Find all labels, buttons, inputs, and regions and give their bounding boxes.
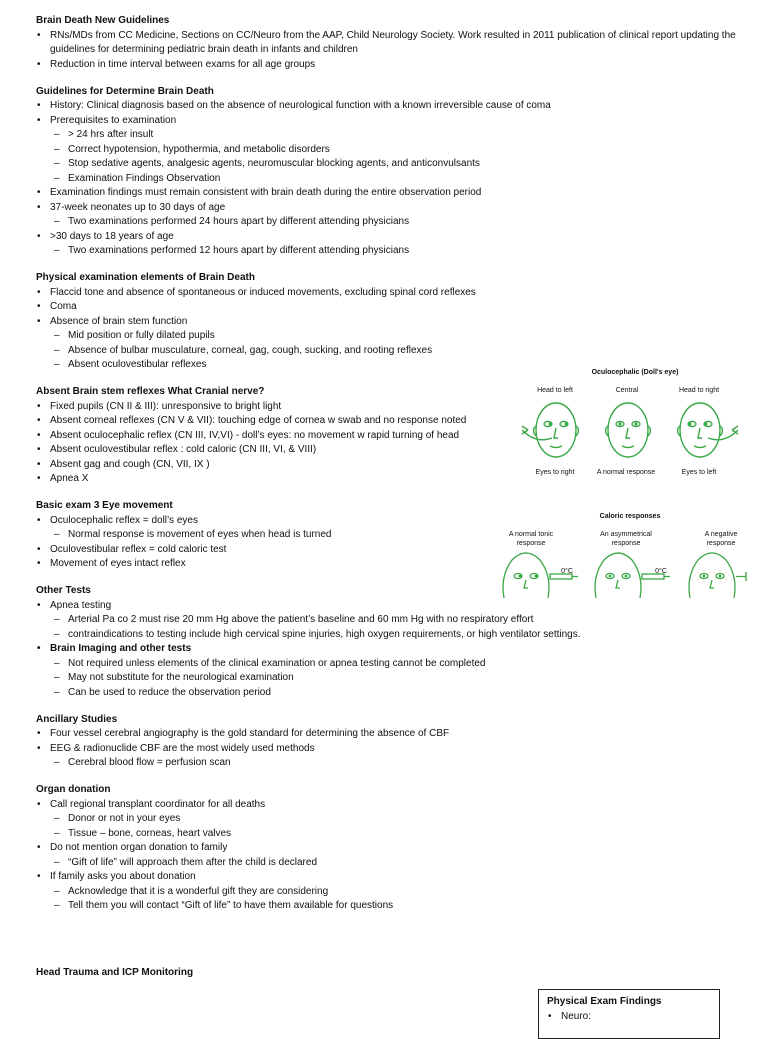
sub-bullet-item: – Examination Findings Observation (36, 172, 736, 187)
bullet-item: • Apnea X (36, 472, 736, 487)
sidebox-title: Physical Exam Findings (547, 996, 662, 1007)
section (36, 85, 736, 259)
sub-bullet-item: – Mid position or fully dilated pupils (36, 329, 736, 344)
bullet-item: • Oculocephalic reflex = doll’s eyes (36, 514, 736, 529)
document-body (36, 14, 736, 980)
sub-bullet-item: – Acknowledge that it is a wonderful gift they are considering (36, 885, 736, 900)
bullet-item: • Oculovestibular reflex = cold caloric test (36, 543, 736, 558)
sub-bullet-item: – Absence of bulbar musculature, corneal, gag, cough, sucking, and rooting reflexes (36, 344, 736, 359)
sub-bullet-item: – Donor or not in your eyes (36, 812, 736, 827)
bullet-item: • Apnea testing (36, 599, 736, 614)
sub-bullet-item: – Can be used to reduce the observation period (36, 686, 736, 701)
sub-bullet-item: – Arterial Pa co 2 must rise 20 mm Hg above the patient’s baseline and 60 mm Hg with no respiratory effort (36, 613, 736, 628)
bullet-list (36, 727, 736, 771)
section (36, 271, 736, 373)
bullet-item: • 37-week neonates up to 30 days of age (36, 201, 736, 216)
bullet-list (36, 798, 736, 914)
sub-bullet-item: – “Gift of life” will approach them after the child is declared (36, 856, 736, 871)
section-heading: Other Tests (36, 585, 91, 596)
figure1-top-label: Central (615, 387, 639, 394)
dolls-eye-heads-illustration (520, 396, 740, 466)
bullet-item: • History: Clinical diagnosis based on the absence of neurological function with a known irreversible cause of coma (36, 99, 736, 114)
sub-bullet-item: – contraindications to testing include high cervical spine injuries, high oxygen requirements, or high ventilator settings. (36, 628, 736, 643)
section-heading: Organ donation (36, 784, 111, 795)
figure2-label: A negative response (704, 531, 738, 547)
section-heading: Brain Death New Guidelines (36, 15, 170, 26)
sub-bullet-item: – Cerebral blood flow = perfusion scan (36, 756, 736, 771)
section (36, 713, 736, 771)
bullet-item: • RNs/MDs from CC Medicine, Sections on CC/Neuro from the AAP, Child Neurology Society. Work resulted in 2011 publication of clinical report updating the guidelines for determining pediatric brain death in infants and children (36, 29, 736, 58)
section (36, 584, 736, 700)
section-heading: Guidelines for Determine Brain Death (36, 85, 214, 97)
figure1-bottom-label: Eyes to left (681, 469, 717, 476)
bullet-item: • >30 days to 18 years of age (36, 230, 736, 245)
bullet-item: • Movement of eyes intact reflex (36, 557, 736, 572)
sub-bullet-item: – May not substitute for the neurological examination (36, 671, 736, 686)
sidebox-item: • Neuro: (547, 1010, 711, 1025)
bullet-item: • Absent oculovestibular reflex : cold caloric (CN III, VI, & VIII) (36, 443, 736, 458)
section-heading: Physical examination elements of Brain Death (36, 272, 255, 283)
figure2-temp-label: 0°C (655, 568, 667, 575)
figure2-temp-label: 0°C (561, 568, 573, 575)
bullet-item: • Reduction in time interval between exams for all age groups (36, 58, 736, 73)
sub-bullet-item: – Not required unless elements of the clinical examination or apnea testing cannot be completed (36, 657, 736, 672)
bullet-item: • Absence of brain stem function (36, 315, 736, 330)
sub-bullet-item: – Normal response is movement of eyes when head is turned (36, 528, 736, 543)
bullet-item: • Examination findings must remain consistent with brain death during the entire observation period (36, 186, 736, 201)
bullet-item: • Flaccid tone and absence of spontaneous or induced movements, excluding spinal cord reflexes (36, 286, 736, 301)
bullet-item: • Brain Imaging and other tests (36, 642, 736, 657)
bullet-item: • Do not mention organ donation to family (36, 841, 736, 856)
bullet-list (36, 286, 736, 373)
bullet-item: • If family asks you about donation (36, 870, 736, 885)
section-heading: Basic exam 3 Eye movement (36, 500, 173, 511)
bullet-item: • Four vessel cerebral angiography is the gold standard for determining the absence of CBF (36, 727, 736, 742)
bullet-list (36, 99, 736, 259)
bullet-item: • EEG & radionuclide CBF are the most widely used methods (36, 742, 736, 757)
section-heading: Absent Brain stem reflexes What Cranial nerve? (36, 386, 265, 397)
figure2-label: A normal tonic response (508, 531, 554, 547)
caloric-heads-illustration (496, 548, 758, 600)
bullet-list (36, 29, 736, 73)
figure1-bottom-label: Eyes to right (535, 469, 575, 476)
physical-exam-findings-box (538, 989, 720, 1039)
sub-bullet-item: – Absent oculovestibular reflexes (36, 358, 736, 373)
bullet-item: • Fixed pupils (CN II & III): unresponsive to bright light (36, 400, 736, 415)
bullet-item: • Absent gag and cough (CN, VII, IX ) (36, 458, 736, 473)
bullet-item: • Coma (36, 300, 736, 315)
sidebox-list (547, 1010, 711, 1025)
figure1-top-label: Head to left (537, 387, 573, 394)
bullet-item: • Absent corneal reflexes (CN V & VII): touching edge of cornea w swab and no response noted (36, 414, 736, 429)
sub-bullet-item: – Tell them you will contact “Gift of life” to have them available for questions (36, 899, 736, 914)
figure1-title: Oculocephalic (Doll's eye) (591, 369, 679, 376)
sub-bullet-item: – Stop sedative agents, analgesic agents, neuromuscular blocking agents, and anticonvulsants (36, 157, 736, 172)
sub-bullet-item: – > 24 hrs after insult (36, 128, 736, 143)
section (36, 14, 736, 72)
bullet-item: • Call regional transplant coordinator for all deaths (36, 798, 736, 813)
bullet-item: • Prerequisites to examination (36, 114, 736, 129)
bullet-list (36, 599, 736, 701)
bullet-item: • Absent oculocephalic reflex (CN III, IV,VI) - doll’s eyes: no movement w rapid turning of head (36, 429, 736, 444)
figure2-label: An asymmetrical response (600, 531, 652, 547)
figure1-top-label: Head to right (678, 387, 720, 394)
footer-heading: Head Trauma and ICP Monitoring (36, 966, 194, 978)
sub-bullet-item: – Correct hypotension, hypothermia, and metabolic disorders (36, 143, 736, 158)
figure2-title: Caloric responses (599, 513, 661, 520)
sub-bullet-item: – Tissue – bone, corneas, heart valves (36, 827, 736, 842)
sub-bullet-item: – Two examinations performed 12 hours apart by different attending physicians (36, 244, 736, 259)
figure1-bottom-label: A normal response (596, 469, 656, 476)
section (36, 783, 736, 914)
section-heading: Ancillary Studies (36, 713, 118, 725)
sub-bullet-item: – Two examinations performed 24 hours apart by different attending physicians (36, 215, 736, 230)
